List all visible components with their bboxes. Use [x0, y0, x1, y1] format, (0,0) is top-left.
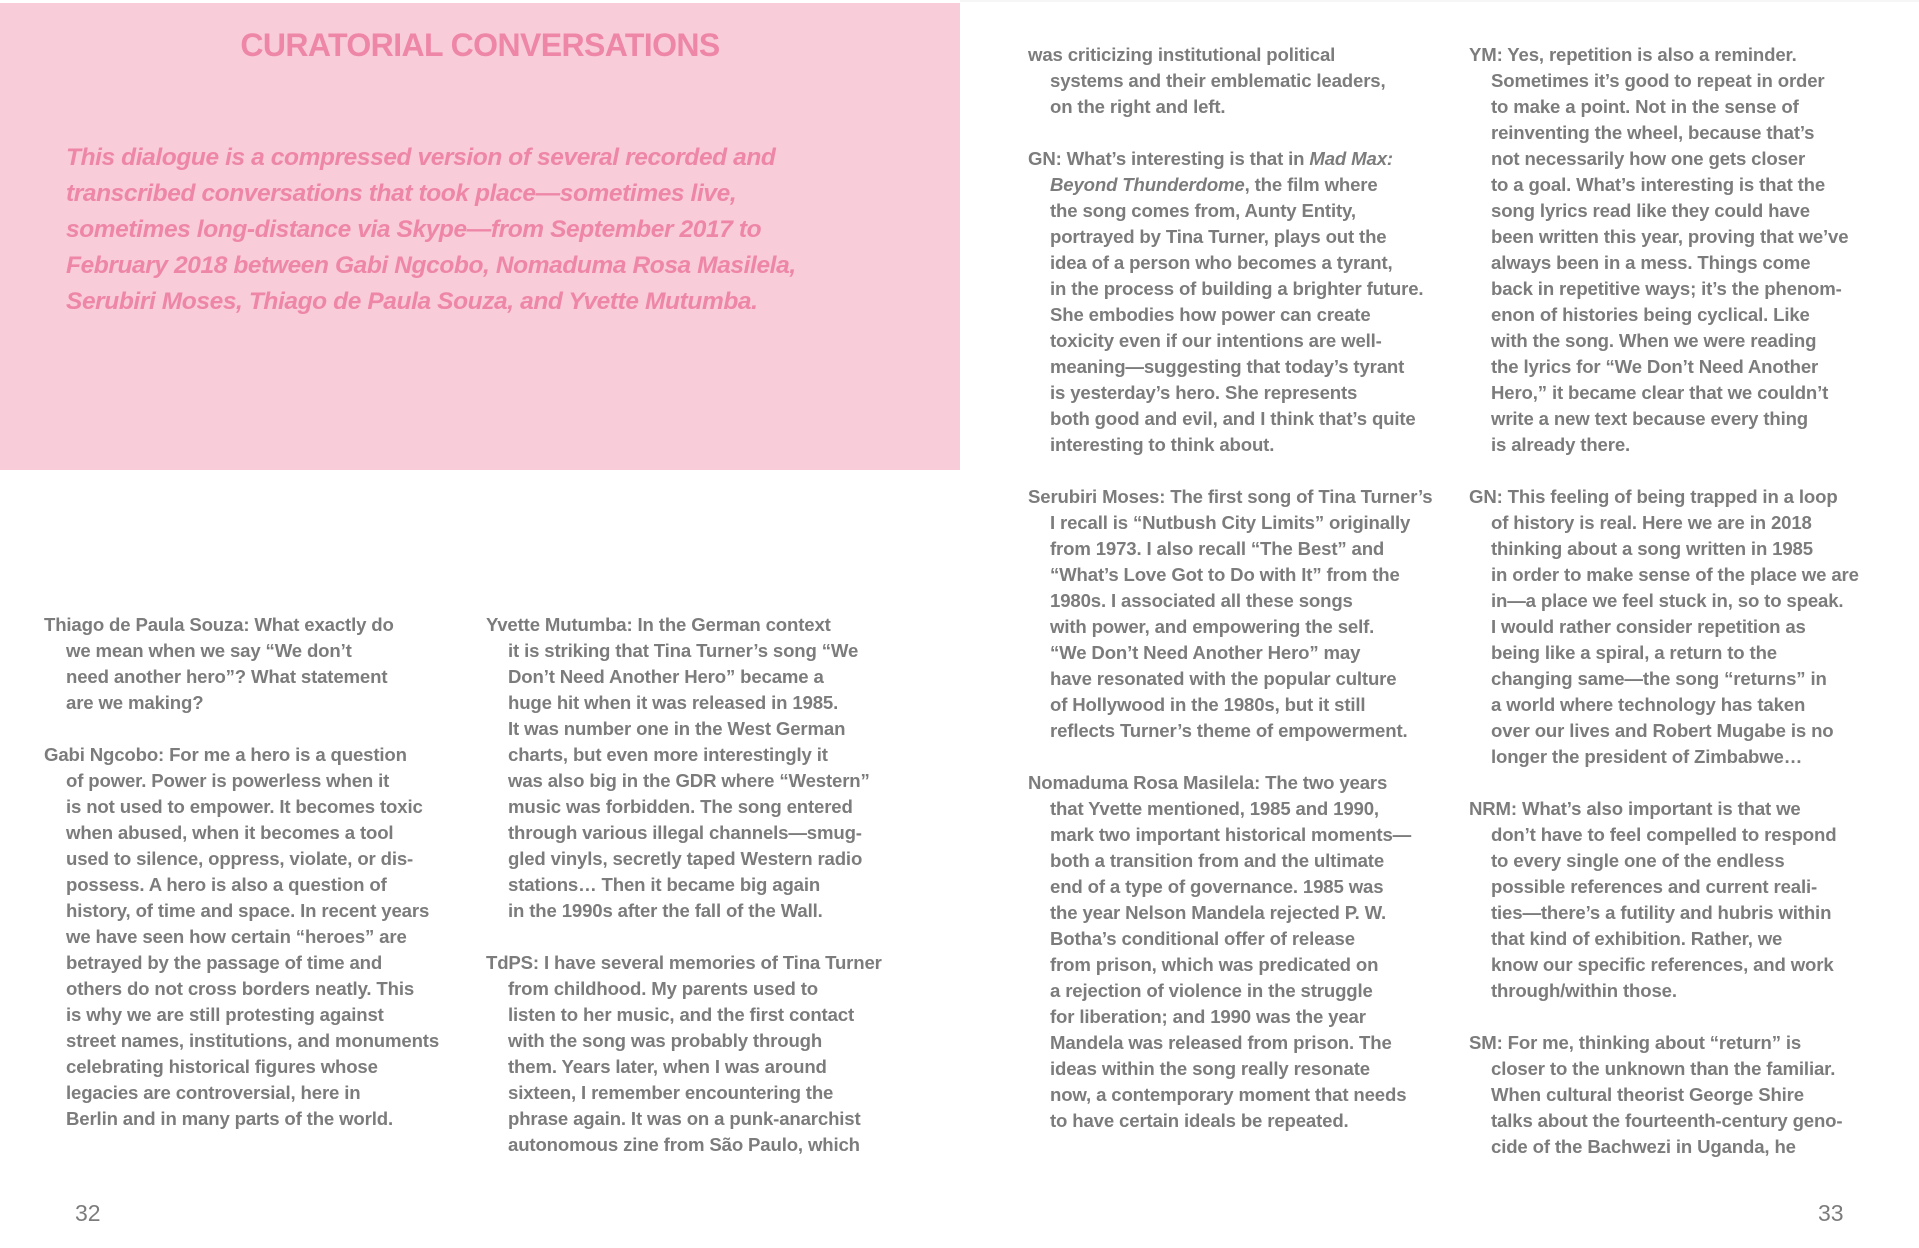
intro-paragraph: This dialogue is a compressed version of several recorded and transcribed conversations that took place—sometimes live, sometimes long-distance via Skype—from September 2017 to February 2018 between Gabi Ngcobo, Nomaduma Rosa Masilela, Serubiri Moses, Thiago de Paula Souza, and Yvette Mutumba. [66, 144, 796, 315]
paragraph: SM: For me, thinking about “return” is closer to the unknown than the familiar. When cultural theorist George Shire talks about the fourteenth-century geno- cide of the Bachwezi in Uganda, he [1469, 1032, 1843, 1157]
paragraph: was criticizing institutional political systems and their emblematic leaders, on the right and left. [1028, 44, 1386, 117]
paragraph: YM: Yes, repetition is also a reminder. Sometimes it’s good to repeat in order to make a point. Not in the sense of reinventing the wheel, because that’s not necessarily how one gets closer to a goal. What’s interesting is that the song lyrics read like they could have been written this year, proving that we’ve always been in a mess. Things come back in repetitive ways; it’s the phenom- enon of histories being cyclical. Like with the song. When we were reading the lyrics for “We Don’t Need Another Hero,” it became clear that we couldn’t write a new text because every thing is already there. [1469, 44, 1849, 455]
text-column-1 [44, 612, 454, 1132]
paragraph: TdPS: I have several memories of Tina Turner from childhood. My parents used to listen to her music, and the first contact with the song was probably through them. Years later, when I was around sixteen, I remember encountering the phrase again. It was on a punk-anarchist autonomous zine from São Paulo, which [486, 952, 882, 1155]
paragraph [1028, 146, 1448, 458]
paragraph: Thiago de Paula Souza: What exactly do we mean when we say “We don’t need another hero”? What statement are we making? [44, 614, 394, 713]
page-number-left: 32 [75, 1200, 101, 1226]
paragraph-text: GN: What’s interesting is that in [1028, 148, 1310, 169]
paragraph: GN: This feeling of being trapped in a loop of history is real. Here we are in 2018 thinking about a song written in 1985 in order to make sense of the place we are in—a place we feel stuck in, so to speak. I would rather consider repetition as being like a spiral, a return to the changing same—the song “returns” in a world where technology has taken over our lives and Robert Mugabe is no longer the president of Zimbabwe… [1469, 486, 1859, 767]
paragraph: Gabi Ngcobo: For me a hero is a question of power. Power is powerless when it is not used to empower. It becomes toxic when abused, when it becomes a tool used to silence, oppress, violate, or dis- possess. A hero is also a question of history, of time and space. In recent years we have seen how certain “heroes” are betrayed by the passage of time and others do not cross borders neatly. This is why we are still protesting against street names, institutions, and monuments celebrating historical figures whose legacies are controversial, here in Berlin and in many parts of the world. [44, 744, 440, 1129]
film-title: Mad Max: Beyond Thunderdome [1050, 148, 1393, 195]
paragraph: Nomaduma Rosa Masilela: The two years that Yvette mentioned, 1985 and 1990, mark two important historical moments— both a transition from and the ultimate end of a type of governance. 1985 was the year Nelson Mandela rejected P. W. Botha’s conditional offer of release from prison, which was predicated on a rejection of violence in the struggle for liberation; and 1990 was the year Mandela was released from prison. The ideas within the song really resonate now, a contemporary moment that needs to have certain ideals be repeated. [1028, 772, 1412, 1131]
paragraph-text: , the film where the song comes from, Aunty Entity, portrayed by Tina Turner, plays out the idea of a person who becomes a tyrant, in the process of building a brighter future. She embodies how power can create toxicity even if our intentions are well- meaning—suggesting that today’s tyrant is yesterday’s hero. She represents both good and evil, and I think that’s quite interesting to think about. [1050, 174, 1424, 455]
section-title: CURATORIAL CONVERSATIONS [240, 27, 720, 63]
text-column-2 [486, 612, 906, 1158]
paragraph: Yvette Mutumba: In the German context it is striking that Tina Turner’s song “We Don’t Need Another Hero” became a huge hit when it was released in 1985. It was number one in the West German charts, but even more interestingly it was also big in the GDR where “Western” music was forbidden. The song entered through various illegal channels—smug- gled vinyls, secretly taped Western radio stations… Then it became big again in the 1990s after the fall of the Wall. [486, 614, 870, 921]
text-column-4 [1469, 42, 1899, 1160]
page-number-right: 33 [1818, 1200, 1844, 1226]
paragraph: Serubiri Moses: The first song of Tina Turner’s I recall is “Nutbush City Limits” originally from 1973. I also recall “The Best” and “What’s Love Got to Do with It” from the 1980s. I associated all these songs with power, and empowering the self. “We Don’t Need Another Hero” may have resonated with the popular culture of Hollywood in the 1980s, but it still reflects Turner’s theme of empowerment. [1028, 486, 1433, 741]
paragraph: NRM: What’s also important is that we don’t have to feel compelled to respond to every single one of the endless possible references and current reali- ties—there’s a futility and hubris within that kind of exhibition. Rather, we know our specific references, and work through/within those. [1469, 798, 1837, 1001]
text-column-3 [1028, 42, 1448, 1134]
